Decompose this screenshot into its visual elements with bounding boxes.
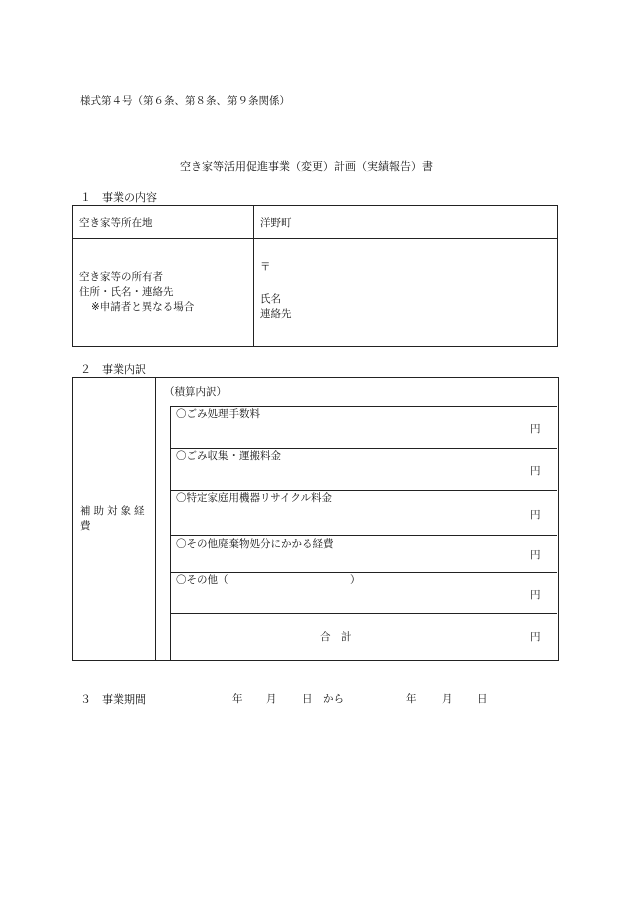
- side-divider-1: [155, 378, 156, 660]
- item-unit: 円: [530, 589, 541, 601]
- owner-label-cell: [73, 239, 254, 347]
- row-line: [170, 406, 557, 407]
- owner-contact-label: 連絡先: [260, 308, 292, 320]
- item-collection-fee: 〇ごみ収集・運搬料金: [176, 450, 281, 462]
- row-line: [170, 535, 557, 536]
- document-title: 空き家等活用促進事業（変更）計画（実績報告）書: [180, 160, 433, 173]
- location-value[interactable]: 洋野町: [254, 206, 558, 239]
- period-month-end: 月: [442, 693, 453, 705]
- item-unit: 円: [530, 509, 541, 521]
- total-label: 合 計: [320, 631, 352, 643]
- owner-label-note: ※申請者と異なる場合: [91, 301, 195, 313]
- row-line: [170, 490, 557, 491]
- period-day-start: 日: [302, 693, 313, 705]
- owner-name-label: 氏名: [260, 293, 281, 305]
- item-waste-fee: 〇ごみ処理手数料: [176, 408, 260, 420]
- period-day-end: 日: [477, 693, 488, 705]
- period-year-start: 年: [232, 693, 243, 705]
- breakdown-header: （積算内訳）: [164, 386, 227, 398]
- item-other-disposal: 〇その他廃棄物処分にかかる経費: [176, 538, 334, 550]
- row-line: [170, 448, 557, 449]
- side-label-line2: 費: [80, 520, 91, 532]
- owner-value-cell[interactable]: [254, 239, 558, 347]
- row-line: [170, 572, 557, 573]
- period-year-end: 年: [406, 693, 417, 705]
- period-month-start: 月: [266, 693, 277, 705]
- row-line: [170, 613, 557, 614]
- owner-label-line: 住所・氏名・連絡先: [79, 286, 174, 298]
- side-divider-2: [170, 406, 171, 660]
- postal-mark: 〒: [260, 261, 271, 273]
- form-number: 様式第４号（第６条、第８条、第９条関係）: [80, 95, 290, 107]
- item-unit: 円: [530, 549, 541, 561]
- section3-heading: ３ 事業期間: [80, 693, 146, 706]
- side-label-line1: 補助対象経: [80, 505, 148, 517]
- total-unit: 円: [530, 631, 541, 643]
- section2-heading: ２ 事業内訳: [80, 363, 146, 376]
- breakdown-frame: [72, 377, 559, 661]
- project-content-table: [72, 205, 558, 347]
- item-recycle-fee: 〇特定家庭用機器リサイクル料金: [176, 492, 333, 504]
- item-unit: 円: [530, 423, 541, 435]
- item-unit: 円: [530, 465, 541, 477]
- item-other: 〇その他（: [176, 574, 229, 586]
- owner-label-line: 空き家等の所有者: [79, 271, 163, 283]
- item-other-close: ）: [350, 574, 361, 586]
- period-from: から: [323, 693, 344, 705]
- section1-heading: １ 事業の内容: [80, 191, 157, 204]
- location-label: 空き家等所在地: [73, 206, 254, 239]
